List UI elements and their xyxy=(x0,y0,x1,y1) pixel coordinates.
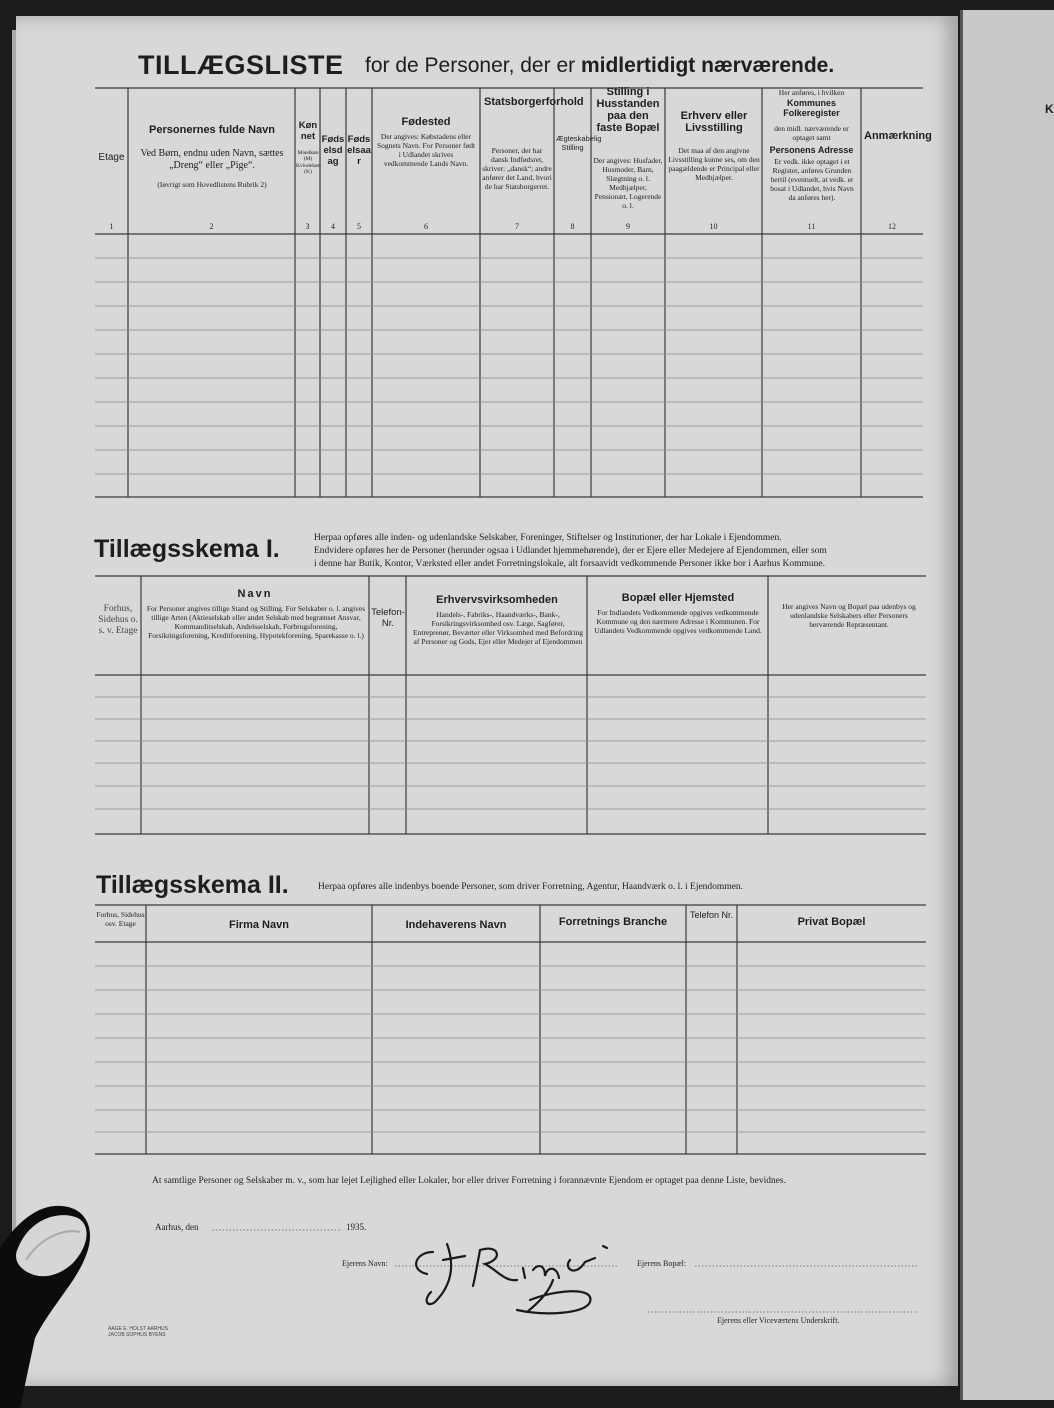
skema1-col-residence-header: Bopæl eller Hjemsted xyxy=(621,592,735,604)
col-gender-header: Kønnet xyxy=(298,120,318,142)
skema2-col-branch: Forretnings Branche xyxy=(558,916,668,928)
handwritten-signature xyxy=(405,1230,635,1320)
col-1-number: 1 xyxy=(109,222,114,231)
col-remarks-header: Anmærkning xyxy=(864,130,932,142)
col-household-note: Der angives: Husfader, Husmoder, Barn, Slægtning o. l. Medhjælper, Pensionær, Logerende o. l. xyxy=(593,156,663,210)
skema1-description: Herpaa opføres alle inden- og udenlandske Selskaber, Foreninger, Stiftelser og Institutioner, der har Lokale i Ejendommen. Endvidere opføres her de Personer (herunder ogsaa i Udlandet hjemmehørende), der er Ejere eller Medejere af Ejendommen, eller som i denne har Butik, Kontor, Værksted eller andet Forretningslokale, alt forsaavidt vedkommende Personer ikke bor i Aarhus Kommune. xyxy=(314,533,827,569)
declaration-text: At samtlige Personer og Selskaber m. v., som har lejet Lejlighed eller Lokaler, bor eller driver Forretning i forannævnte Ejendom er optaget paa denne Liste, bevidnes. xyxy=(152,1176,786,1186)
skema1-col-representative: Her angives Navn og Bopæl paa udenbys og udenlandske Selskabers eller Personers herværende Repræsentant. xyxy=(782,602,916,629)
col-4-number: 4 xyxy=(331,222,335,231)
skema1-col-floor: Forhus, Sidehus o. s. v. Etage xyxy=(98,604,138,636)
skema2-description: Herpaa opføres alle indenbys boende Personer, som driver Forretning, Agentur, Haandværk o. l. i Ejendommen. xyxy=(318,882,744,892)
col-12-number: 12 xyxy=(888,222,896,231)
signature-caption: Ejerens eller Viceværtens Underskrift. xyxy=(717,1316,840,1325)
printer-imprint: AAGE E. HOLST AARHUS JACOB SOPHUS BYENS xyxy=(108,1326,168,1338)
col-name-header: Personernes fulde Navn xyxy=(149,124,275,136)
skema1-col-name-note: For Personer angives tillige Stand og Stilling. For Selskaber o. l. angives tillige Arten (Aktieselskab eller andet Selskab med begrænset Ansvar, Kommanditselskab, Andelsselskab, Forbrugsforening, Forsikringsforening, Kreditforening, Hypotekforening, Sparekasse o. l.) xyxy=(146,604,366,640)
skema2-col-phone: Telefon Nr. xyxy=(689,910,734,920)
col-name-note2: (Iøvrigt som Hovedlistens Rubrik 2) xyxy=(157,180,267,189)
city-date-label: Aarhus, den xyxy=(155,1222,199,1232)
col-7-number: 7 xyxy=(515,222,519,231)
skema1-col-business-header: Erhvervsvirksomheden xyxy=(436,594,558,606)
col-citizenship-header: Statsborgerforhold xyxy=(484,96,584,108)
col-birthday-header: Fødselsdag xyxy=(321,134,345,167)
col-address-note: Er vedk. ikke optaget i et Register, anføres Grunden hertil (eventuelt, at vedk. er bosat i Udlandet, hvis Navn da anføres her). xyxy=(770,157,854,202)
col-birthplace-note: Der angives: Købstadens eller Sognets Navn. For Personer født i Udlandet skrives vedkommende Lands Navn. xyxy=(376,132,476,168)
col-name-note: Ved Børn, endnu uden Navn, sættes „Dreng“ eller „Pige“. xyxy=(140,148,284,171)
year-label: 1935. xyxy=(346,1222,367,1232)
col-birthplace-header: Fødested xyxy=(401,116,451,128)
skema2-col-owner: Indehaverens Navn xyxy=(405,919,507,931)
skema1-title: Tillægsskema I. xyxy=(94,535,280,563)
skema1-col-residence-note: For Indlandets Vedkommende opgives vedkommende Kommune og den nærmere Adresse i Kommunen. For Udlandets Vedkommende opgives vedkommende Land. xyxy=(594,608,762,635)
col-8-number: 8 xyxy=(570,222,575,231)
col-birthyear-header: Fødselsaar xyxy=(347,134,371,167)
skema1-col-name-header: Navn xyxy=(237,588,273,600)
col-5-number: 5 xyxy=(357,222,361,231)
col-10-number: 10 xyxy=(709,222,718,231)
owner-name-label: Ejerens Navn: xyxy=(342,1259,388,1268)
col-3-number: 3 xyxy=(305,222,310,231)
skema2-col-private-address: Privat Bopæl xyxy=(797,916,866,928)
col-9-number: 9 xyxy=(626,222,630,231)
adjacent-page-text: K xyxy=(1045,102,1054,116)
col-registry-header: Kommunes Folkeregister xyxy=(783,98,840,118)
col-citizenship-note: Personer, der har dansk Indfødsret, skriver: „dansk“; andre anfører det Land, hvori de har Statsborgerret. xyxy=(482,146,552,191)
col-6-number: 6 xyxy=(424,222,428,231)
col-occupation-header: Erhverv eller Livsstilling xyxy=(680,110,748,134)
col-household-header: Stilling i Husstanden paa den faste Bopæl xyxy=(596,86,660,134)
form-subtitle: for de Personer, der er midlertidigt nærværende. xyxy=(365,54,835,77)
form-title: TILLÆGSLISTE xyxy=(138,50,344,80)
thumb-photo xyxy=(0,1198,98,1408)
skema2-col-floor: Forhus, Sidehus osv. Etage xyxy=(96,910,145,928)
skema1-col-phone: Telefon-Nr. xyxy=(371,607,405,629)
owner-address-label: Ejerens Bopæl: xyxy=(637,1259,687,1268)
col-registry-note-a: den midl. nærværende er optaget samt xyxy=(774,124,849,142)
skema2-col-firm: Firma Navn xyxy=(229,919,289,931)
col-marital-header: Ægteskabelig Stilling xyxy=(556,134,602,152)
skema1-col-business-note: Handels-, Fabriks-, Haandværks-, Bank-, Forsikringsvirksomhed osv. Læge, Sagfører, Entreprenør, Beværter eller Virksomhed med Befordring af Personer og Gods, Ejer eller Medejer af Ejendommen xyxy=(413,610,583,646)
skema2-title: Tillægsskema II. xyxy=(96,871,289,899)
col-2-number: 2 xyxy=(209,222,214,231)
col-etage-header: Etage xyxy=(98,152,125,163)
col-occupation-note: Det maa af den angivne Livsstilling kunne ses, om den paagældende er Principal eller Medhjælper. xyxy=(668,146,760,182)
col-gender-note: Mandkøn (M) Kvindekøn (K) xyxy=(296,150,321,175)
col-address-header: Personens Adresse xyxy=(769,145,854,155)
col-registry-top: Her anføres, i hvilken xyxy=(778,88,845,97)
col-11-number: 11 xyxy=(807,222,816,231)
